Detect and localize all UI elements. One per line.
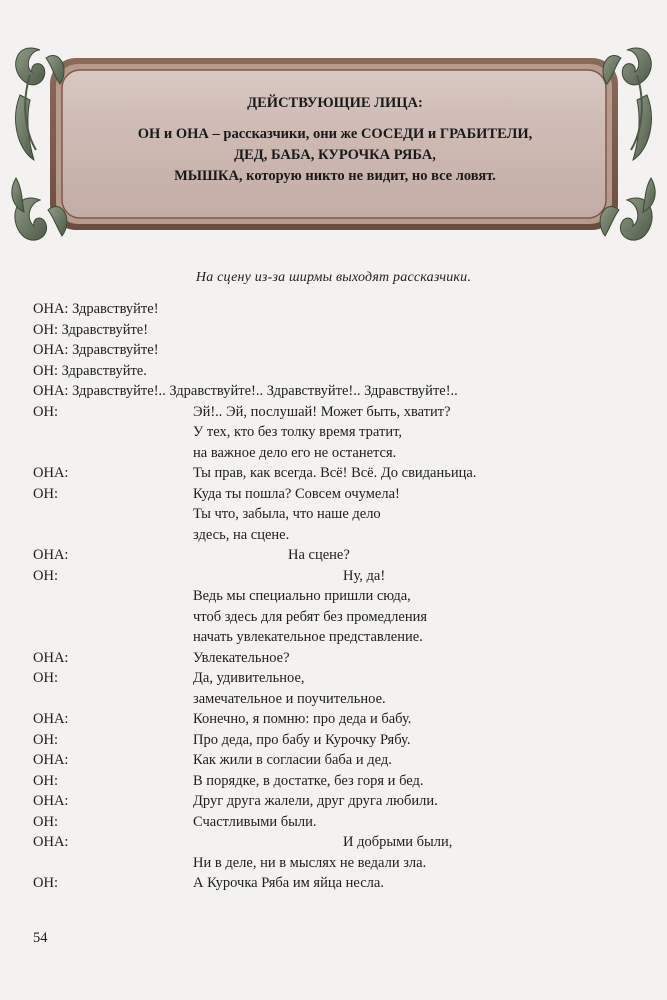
speaker: ОН: bbox=[33, 875, 58, 891]
speaker: ОНА: bbox=[33, 834, 69, 850]
speaker: ОНА: bbox=[33, 465, 69, 481]
dialogue-line bbox=[33, 627, 633, 648]
dialogue-line bbox=[33, 443, 633, 464]
line-text: здесь, на сцене. bbox=[193, 526, 290, 543]
line-text: Да, удивительное, bbox=[193, 670, 305, 686]
line-text: Ты прав, как всегда. Всё! Всё. До свиданьица. bbox=[193, 465, 477, 481]
line-text: Счастливыми были. bbox=[193, 813, 317, 830]
line-text: У тех, кто без толку время тратит, bbox=[193, 424, 402, 440]
dialogue-line bbox=[33, 668, 633, 689]
dialogue-line bbox=[33, 709, 633, 730]
dialogue-line bbox=[33, 299, 633, 320]
dialogue-line bbox=[33, 504, 633, 525]
dialogue-line bbox=[33, 484, 633, 505]
dialogue-line bbox=[33, 340, 633, 361]
dialogue-line bbox=[33, 586, 633, 607]
line-text: Эй!.. Эй, послушай! Может быть, хватит? bbox=[193, 403, 451, 420]
dialogue-line bbox=[33, 689, 633, 710]
line-text: Куда ты пошла? Совсем очумела! bbox=[193, 485, 400, 502]
line-text: начать увлекательное представление. bbox=[193, 629, 423, 645]
dialogue-line bbox=[33, 648, 633, 669]
line-text: Друг друга жалели, друг друга любили. bbox=[193, 793, 438, 809]
cast-line: ДЕД, БАБА, КУРОЧКА РЯБА, bbox=[234, 147, 436, 163]
line-text: чтоб здесь для ребят без промедления bbox=[193, 608, 428, 625]
page-number: 54 bbox=[33, 930, 48, 946]
speaker: ОНА: bbox=[33, 649, 69, 666]
line-text: Ведь мы специально пришли сюда, bbox=[193, 588, 411, 604]
speaker: ОН: bbox=[33, 813, 58, 830]
line-text: замечательное и поучительное. bbox=[193, 690, 386, 707]
speaker: ОН: bbox=[33, 772, 58, 789]
line-text: На сцене? bbox=[288, 547, 350, 563]
dialogue-line bbox=[33, 402, 633, 423]
dialogue-line bbox=[33, 750, 633, 771]
line-text: Ты что, забыла, что наше дело bbox=[193, 506, 381, 522]
speaker: ОН: bbox=[33, 670, 58, 686]
dialogue bbox=[33, 299, 633, 894]
line-text: В порядке, в достатке, без горя и бед. bbox=[193, 772, 424, 789]
dialogue-line bbox=[33, 422, 633, 443]
dialogue-line bbox=[33, 730, 633, 751]
speaker: ОНА: Здравствуйте!.. Здравствуйте!.. Здравствуйте!.. Здравствуйте!.. bbox=[33, 383, 458, 399]
dialogue-line bbox=[33, 812, 633, 833]
cast-title: ДЕЙСТВУЮЩИЕ ЛИЦА: bbox=[247, 95, 423, 111]
speaker: ОН: bbox=[33, 731, 58, 748]
line-text: А Курочка Ряба им яйца несла. bbox=[193, 875, 384, 891]
line-text: И добрыми были, bbox=[343, 834, 453, 850]
line-text: Ни в деле, ни в мыслях не ведали зла. bbox=[193, 854, 427, 871]
dialogue-line bbox=[33, 463, 633, 484]
dialogue-line bbox=[33, 791, 633, 812]
speaker: ОН: bbox=[33, 567, 58, 584]
line-text: на важное дело его не останется. bbox=[193, 444, 397, 461]
speaker: ОНА: bbox=[33, 793, 69, 809]
dialogue-line bbox=[33, 832, 633, 853]
cast-line: МЫШКА, которую никто не видит, но все ловят. bbox=[174, 168, 496, 184]
dialogue-line bbox=[33, 361, 633, 382]
dialogue-line bbox=[33, 771, 633, 792]
speaker: ОНА: Здравствуйте! bbox=[33, 301, 159, 317]
dialogue-line bbox=[33, 545, 633, 566]
dialogue-line bbox=[33, 873, 633, 894]
line-text: Конечно, я помню: про деда и бабу. bbox=[193, 711, 412, 727]
line-text: Увлекательное? bbox=[193, 649, 290, 666]
speaker: ОНА: Здравствуйте! bbox=[33, 342, 159, 358]
speaker: ОН: Здравствуйте! bbox=[33, 321, 149, 338]
dialogue-line bbox=[33, 566, 633, 587]
dialogue-line bbox=[33, 381, 633, 402]
line-text: Как жили в согласии баба и дед. bbox=[193, 752, 392, 768]
dialogue-line bbox=[33, 525, 633, 546]
speaker: ОН: Здравствуйте. bbox=[33, 362, 147, 379]
cast-banner bbox=[0, 0, 667, 260]
dialogue-line bbox=[33, 607, 633, 628]
speaker: ОНА: bbox=[33, 711, 69, 727]
speaker: ОН: bbox=[33, 485, 58, 502]
speaker: ОНА: bbox=[33, 547, 69, 563]
speaker: ОНА: bbox=[33, 752, 69, 768]
dialogue-line bbox=[33, 320, 633, 341]
dialogue-line bbox=[33, 853, 633, 874]
line-text: Ну, да! bbox=[343, 567, 386, 584]
stage-direction: На сцену из-за ширмы выходят рассказчики. bbox=[195, 270, 472, 285]
line-text: Про деда, про бабу и Курочку Рябу. bbox=[193, 731, 411, 748]
speaker: ОН: bbox=[33, 403, 58, 420]
cast-line: ОН и ОНА – рассказчики, они же СОСЕДИ и ГРАБИТЕЛИ, bbox=[137, 126, 533, 142]
cast-list bbox=[120, 93, 550, 187]
